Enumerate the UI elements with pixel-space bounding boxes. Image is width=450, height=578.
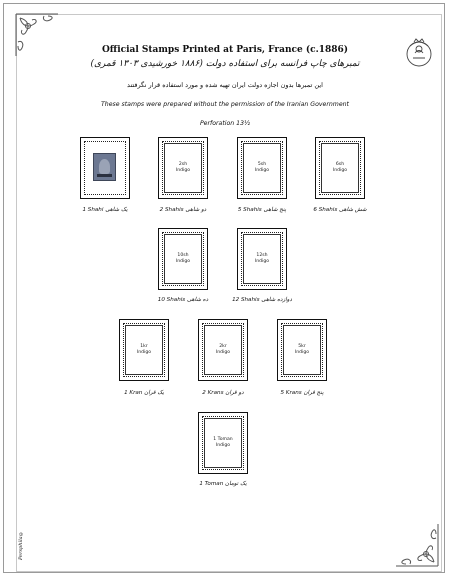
stamp-slot-1sh — [80, 137, 130, 199]
stamp-caption: 2 Shahis دو شاهی — [159, 207, 207, 213]
stamp-caption: 1 Kran یک قران — [124, 390, 164, 396]
stamp-value: 2kr — [219, 344, 227, 349]
stamp-value: 2sh — [178, 162, 188, 167]
stamp-color: Indigo — [254, 259, 270, 264]
stamp-color: Indigo — [136, 350, 152, 355]
stamp-value: 10sh — [177, 253, 189, 258]
stamp-color: Indigo — [215, 443, 231, 448]
stamp-slot-5kr — [277, 319, 327, 381]
page-title: Official Stamps Printed at Paris, France (c.1886) — [101, 45, 349, 55]
stamp-caption: 5 Krans پنج قران — [280, 390, 324, 396]
stamp-value: 5kr — [298, 344, 306, 349]
signature: Persphila© — [18, 530, 24, 560]
stamp-color: Indigo — [294, 350, 310, 355]
stamp-slot-2sh — [158, 137, 208, 199]
stamp-slot-2kr — [198, 319, 248, 381]
stamp-caption: 10 Shahis ده شاهی — [157, 297, 209, 303]
corner-ornament-icon — [394, 522, 440, 568]
stamp-color: Indigo — [332, 168, 348, 173]
persian-note: این تمبرها بدون اجازه دولت ایران تهیه شده و مورد استفاده قرار نگرفتند — [127, 81, 323, 89]
page-border — [16, 14, 442, 572]
stamp-caption: 2 Krans دو قران — [202, 390, 244, 396]
english-note: These stamps were prepared without the permission of the Iranian Government — [101, 101, 349, 108]
perforation-label: Perforation 13½ — [199, 120, 251, 127]
stamp-slot-6sh — [315, 137, 365, 199]
stamp-slot-1kr — [119, 319, 169, 381]
stamp-value: 5sh — [257, 162, 267, 167]
stamp-color: Indigo — [215, 350, 231, 355]
stamp-slot-5sh — [237, 137, 287, 199]
stamp-color: Indigo — [175, 259, 191, 264]
stamp-caption: 5 Shahis پنج شاهی — [237, 207, 287, 213]
stamp-value: 1 Toman — [213, 437, 233, 442]
stamp-caption: 12 Shahis دوازده شاهی — [232, 297, 292, 303]
stamp-color: Indigo — [254, 168, 270, 173]
stamp-caption: 1 Toman یک تومان — [199, 481, 247, 487]
stamp-caption: 6 Shahis شش شاهی — [313, 207, 367, 213]
stamp-value: 1kr — [140, 344, 148, 349]
stamp-image — [93, 153, 116, 181]
stamp-value: 6sh — [335, 162, 345, 167]
stamp-color: Indigo — [175, 168, 191, 173]
stamp-value: 12sh — [256, 253, 268, 258]
stamp-caption: 1 Shahi یک شاهی — [82, 207, 128, 213]
stamp-slot-12sh — [237, 228, 287, 290]
stamp-slot-10sh — [158, 228, 208, 290]
stamp-slot-1toman — [198, 412, 248, 474]
persian-title: تمبرهای چاپ فرانسه برای استفاده دولت (۱۸۸۶ خورشیدی ۱۳۰۳ قمری) — [90, 59, 360, 69]
